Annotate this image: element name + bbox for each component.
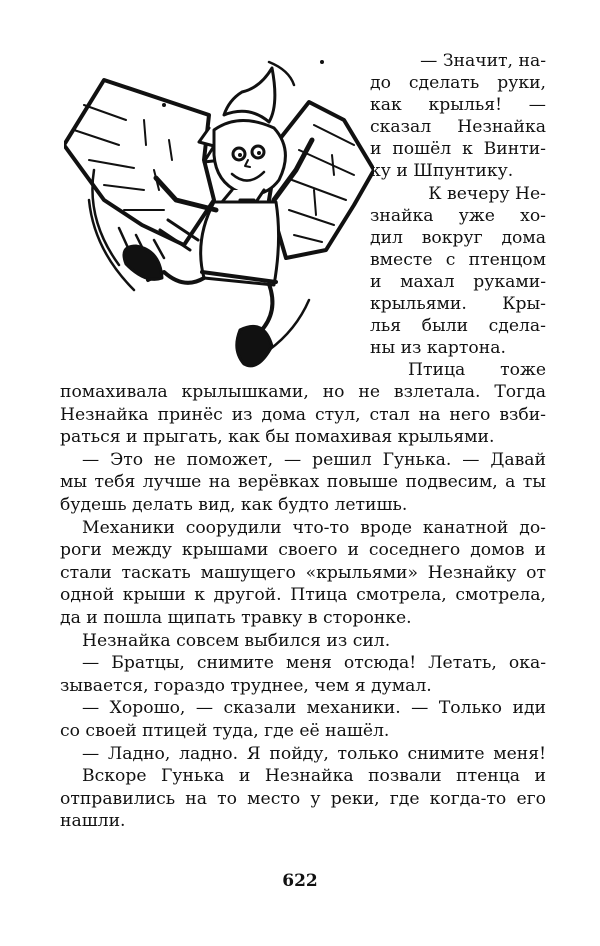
main-text-column — [60, 381, 546, 833]
text-line: помахивала крылышками, но не взлетала. Тогда — [60, 382, 546, 402]
text-line: как крылья! — — [370, 95, 546, 116]
text-line: дил вокруг дома — [370, 227, 546, 248]
left-wing-drawing — [64, 80, 214, 258]
text-line: со своей птицей туда, где её нашёл. — [60, 720, 390, 741]
text-line: да и пошла щипать травку в сторонке. — [60, 607, 412, 628]
text-line: Незнайка принёс из дома стул, стал на него взби- — [60, 404, 546, 425]
text-line: — Хорошо, — сказали механики. — Только иди — [82, 698, 546, 719]
right-wing-drawing — [269, 102, 374, 258]
right-shoe-drawing — [237, 326, 272, 365]
text-line: — Ладно, ладно. Я пойду, только снимите меня! — [82, 743, 546, 764]
text-line: раться и прыгать, как бы помахивая крыльями. — [60, 427, 495, 448]
text-line: лья были сдела- — [370, 316, 546, 337]
text-line: вместе с птенцом — [370, 249, 546, 270]
text-line: нашли. — [60, 811, 126, 832]
text-line: Вскоре Гунька и Незнайка позвали птенца и — [82, 766, 546, 787]
text-line: зывается, гораздо труднее, чем я думал. — [60, 675, 432, 696]
page-number: 622 — [282, 871, 318, 891]
text-line: — Это не поможет, — решил Гунька. — Давай — [82, 449, 546, 470]
text-line: мы тебя лучше на верёвках повыше подвесим, а ты — [60, 472, 546, 493]
text-line: ку и Шпунтику. — [370, 161, 514, 182]
text-line: крыльями. Кры- — [370, 294, 546, 315]
text-line: одной крыши к другой. Птица смотрела, смотрела, — [60, 585, 546, 606]
text-line: и махал руками- — [370, 271, 546, 292]
text-line: стали таскать машущего «крыльями» Незнайку от — [60, 562, 546, 583]
text-line: К вечеру Не- — [428, 183, 546, 204]
text-line: ны из картона. — [370, 338, 506, 359]
text-line: будешь делать вид, как будто летишь. — [60, 494, 408, 515]
text-line: знайка уже хо- — [370, 205, 546, 226]
text-line: роги между крышами своего и соседнего домов и — [60, 540, 546, 561]
left-shoe-drawing — [124, 246, 162, 279]
text-line: Незнайка совсем выбился из сил. — [82, 630, 391, 651]
text-line: Механики соорудили что-то вроде канатной до- — [82, 517, 546, 538]
text-line: до сделать руки, — [370, 73, 546, 94]
text-line: сказал Незнайка — [370, 117, 546, 138]
text-line: Птица тоже — [408, 360, 546, 381]
hat-drawing — [224, 68, 275, 122]
illustration-neznaika-with-cardboard-wings — [64, 50, 374, 372]
text-line: отправились на то место у реки, где когда-то его — [60, 788, 546, 809]
text-line: — Братцы, снимите меня отсюда! Летать, ока- — [82, 653, 546, 674]
text-line: — Значит, на- — [420, 51, 546, 71]
side-text-column — [370, 50, 546, 381]
text-line: и пошёл к Винти- — [370, 139, 546, 160]
